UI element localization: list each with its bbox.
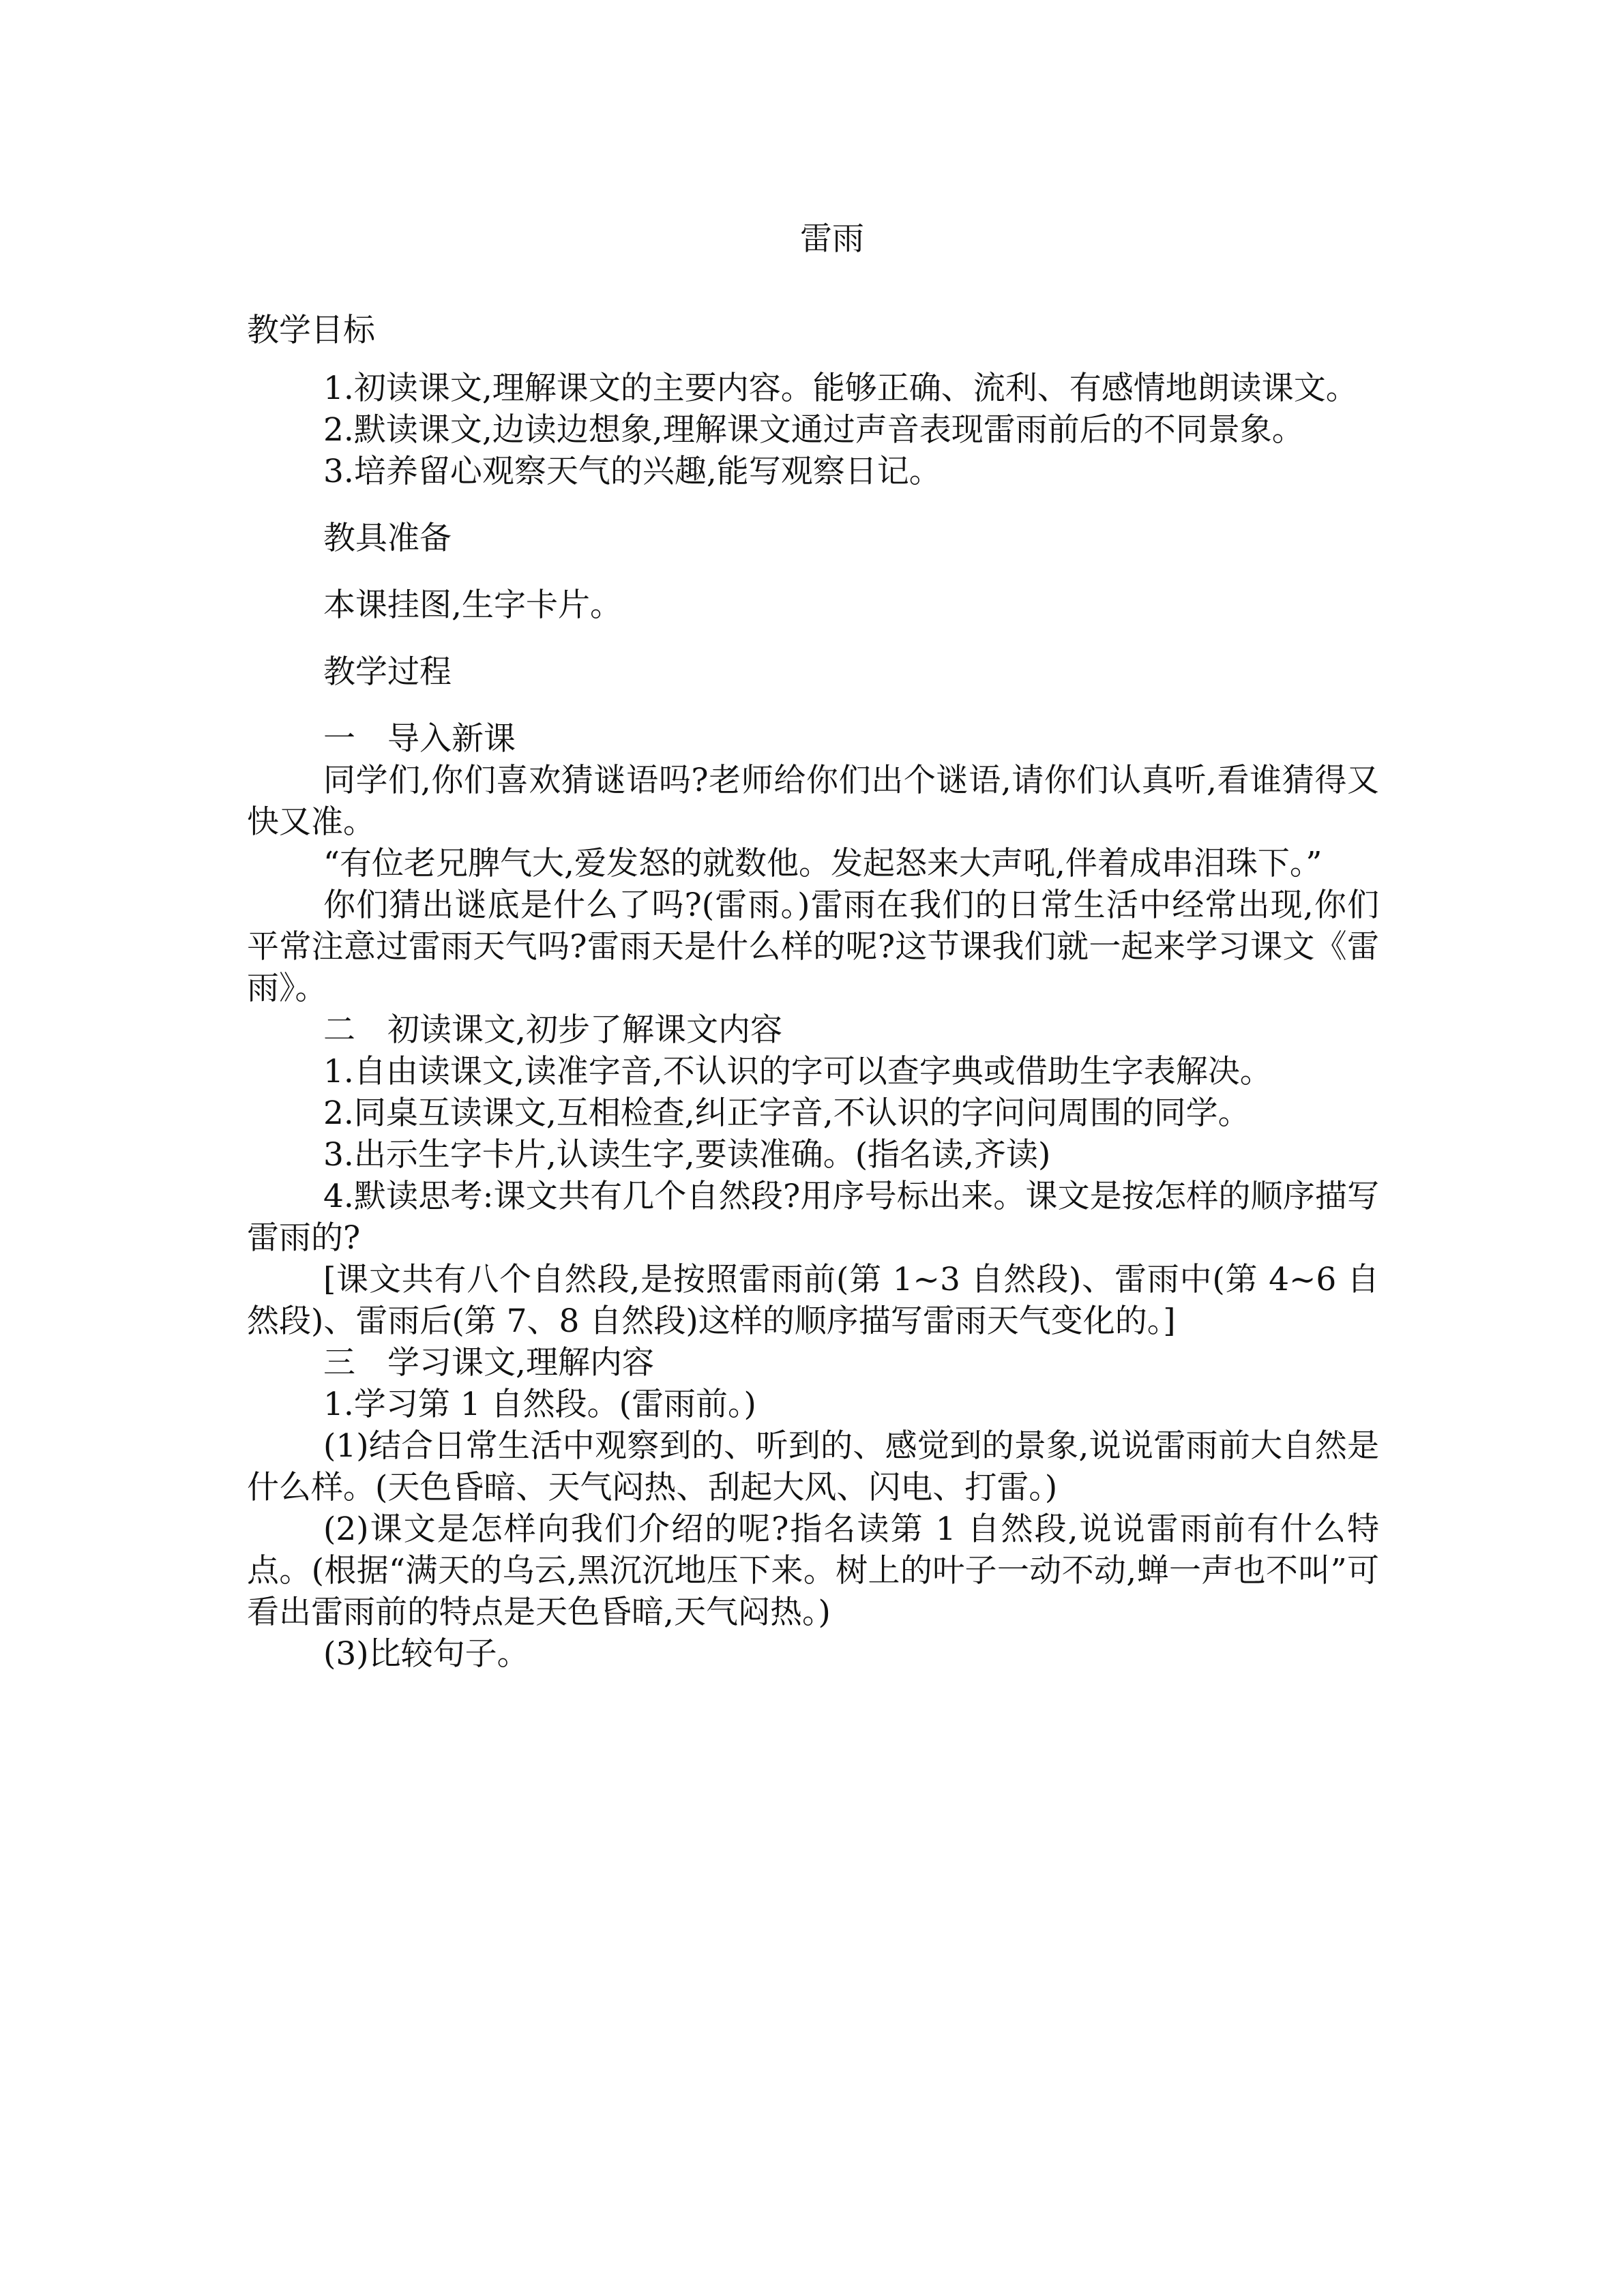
document-body bbox=[247, 215, 1379, 1675]
objective-3: 3.培养留心观察天气的兴趣,能写观察日记。 bbox=[323, 453, 941, 490]
objectives-heading: 教学目标 bbox=[247, 312, 375, 349]
document-title: 雷雨 bbox=[800, 220, 864, 258]
process-heading: 教学过程 bbox=[323, 653, 452, 691]
section-1-paragraph: “有位老兄脾气大,爱发怒的就数他。发起怒来大声吼,伴着成串泪珠下。” bbox=[323, 845, 1323, 882]
objective-1: 1.初读课文,理解课文的主要内容。能够正确、流利、有感情地朗读课文。 bbox=[323, 370, 1358, 407]
section-1-title: 一 导入新课 bbox=[323, 720, 516, 758]
section-3-paragraph: (3)比较句子。 bbox=[323, 1635, 529, 1673]
section-1-paragraph: 你们猜出谜底是什么了吗?(雷雨。)雷雨在我们的日常生活中经常出现,你们平常注意过雷雨天气吗?雷雨天是什么样的呢?这节课我们就一起来学习课文《雷雨》。 bbox=[247, 886, 1379, 1007]
section-2-paragraph: 4.默读思考:课文共有几个自然段?用序号标出来。课文是按怎样的顺序描写雷雨的? bbox=[247, 1178, 1379, 1257]
section-2-paragraph: 1.自由读课文,读准字音,不认识的字可以查字典或借助生字表解决。 bbox=[323, 1053, 1272, 1090]
section-3-paragraph: 1.学习第 1 自然段。(雷雨前。) bbox=[323, 1386, 756, 1423]
section-2-paragraph: 3.出示生字卡片,认读生字,要读准确。(指名读,齐读) bbox=[323, 1136, 1051, 1174]
materials-text: 本课挂图,生字卡片。 bbox=[323, 586, 622, 624]
materials-heading: 教具准备 bbox=[323, 520, 452, 557]
objective-2: 2.默读课文,边读边想象,理解课文通过声音表现雷雨前后的不同景象。 bbox=[323, 411, 1304, 449]
section-1-paragraph: 同学们,你们喜欢猜谜语吗?老师给你们出个谜语,请你们认真听,看谁猜得又快又准。 bbox=[247, 762, 1379, 841]
section-3-paragraph: (1)结合日常生活中观察到的、听到的、感觉到的景象,说说雷雨前大自然是什么样。(天色昏暗、天气闷热、刮起大风、闪电、打雷。) bbox=[247, 1427, 1379, 1506]
section-2-paragraph: 2.同桌互读课文,互相检查,纠正字音,不认识的字问问周围的同学。 bbox=[323, 1094, 1250, 1132]
section-3-paragraph: (2)课文是怎样向我们介绍的呢?指名读第 1 自然段,说说雷雨前有什么特点。(根据“满天的乌云,黑沉沉地压下来。树上的叶子一动不动,蝉一声也不叫”可看出雷雨前的特点是天色昏暗,天气闷热。) bbox=[247, 1510, 1379, 1631]
section-2-paragraph: [课文共有八个自然段,是按照雷雨前(第 1~3 自然段)、雷雨中(第 4~6 自然段)、雷雨后(第 7、8 自然段)这样的顺序描写雷雨天气变化的。] bbox=[247, 1261, 1379, 1340]
section-3-title: 三 学习课文,理解内容 bbox=[323, 1344, 654, 1382]
section-2-title: 二 初读课文,初步了解课文内容 bbox=[323, 1011, 782, 1049]
